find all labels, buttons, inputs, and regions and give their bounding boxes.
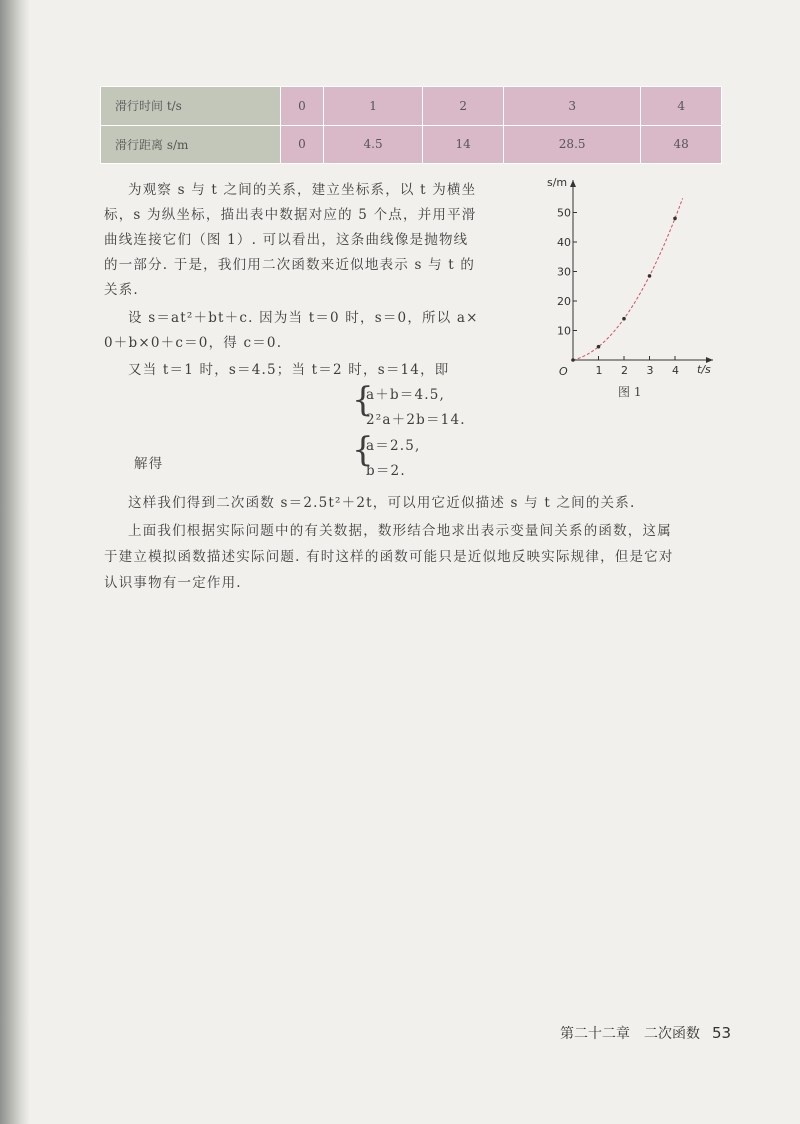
table-cell: 4 <box>641 87 722 126</box>
x-axis-label: t/s <box>697 363 711 376</box>
table-cell: 3 <box>504 87 641 126</box>
table-cell: 0 <box>281 87 324 126</box>
x-tick-label: 1 <box>595 364 603 377</box>
text-line: 0＋b×0＋c＝0，得 c＝0. <box>104 335 283 351</box>
x-tick-label: 2 <box>621 364 628 377</box>
origin-label: O <box>559 365 568 378</box>
data-point <box>622 317 626 321</box>
table-cell: 1 <box>323 87 423 126</box>
table-cell: 0 <box>281 125 324 164</box>
text-line: 上面我们根据实际问题中的有关数据，数形结合地求出表示变量间关系的函数，这属 <box>128 523 672 539</box>
text-line: 设 s＝at²＋bt＋c. 因为当 t＝0 时，s＝0，所以 a× <box>128 310 479 326</box>
parabola-graph <box>545 170 720 380</box>
text-line: 的一部分. 于是，我们用二次函数来近似地表示 s 与 t 的 <box>104 257 476 273</box>
x-tick-label: 4 <box>672 364 679 377</box>
text-line: 于建立模拟函数描述实际问题. 有时这样的函数可能只是近似地反映实际规律，但是它对 <box>104 549 674 565</box>
left-brace: { <box>352 430 374 470</box>
text-line: 又当 t＝1 时，s＝4.5；当 t＝2 时，s＝14，即 <box>128 362 450 378</box>
data-point <box>673 217 677 221</box>
equation-line: 2²a＋2b＝14. <box>366 412 466 428</box>
equation-line: a＝2.5, <box>366 438 421 454</box>
y-tick-label: 40 <box>557 236 571 249</box>
text-line: 曲线连接它们（图 1）. 可以看出，这条曲线像是抛物线 <box>104 232 469 248</box>
row-label-distance: 滑行距离 s/m <box>101 125 281 164</box>
data-point <box>571 358 575 362</box>
page-number: 53 <box>712 1024 732 1042</box>
data-point <box>648 274 652 278</box>
y-tick-label: 30 <box>557 265 571 279</box>
table-row <box>101 87 722 126</box>
page-footer <box>560 1023 731 1043</box>
chapter-title: 第二十二章 二次函数 <box>560 1026 700 1042</box>
row-label-time: 滑行时间 t/s <box>101 87 281 126</box>
y-tick-label: 20 <box>557 295 571 308</box>
y-tick-label: 50 <box>557 206 571 220</box>
x-tick-label: 3 <box>646 364 654 377</box>
table-cell: 28.5 <box>504 125 641 164</box>
data-point <box>597 345 601 349</box>
text-line: 认识事物有一定作用. <box>104 575 242 591</box>
fitted-curve <box>573 198 683 360</box>
text-line: 为观察 s 与 t 之间的关系，建立坐标系，以 t 为横坐 <box>128 182 477 198</box>
y-axis-label: s/m <box>547 176 568 189</box>
figure-caption: 图 1 <box>618 385 642 399</box>
y-axis-arrow <box>570 180 576 187</box>
table-row <box>101 125 722 164</box>
table-cell: 2 <box>423 87 504 126</box>
data-table <box>100 86 722 164</box>
equation-line: a＋b＝4.5, <box>366 387 446 403</box>
table-cell: 48 <box>641 125 722 164</box>
equation-line: b＝2. <box>366 463 406 479</box>
y-tick-label: 10 <box>557 324 571 338</box>
left-brace: { <box>352 380 374 420</box>
text-line: 这样我们得到二次函数 s＝2.5t²＋2t，可以用它近似描述 s 与 t 之间的关系. <box>128 495 636 511</box>
table-cell: 4.5 <box>323 125 423 164</box>
text-line: 关系. <box>104 282 139 298</box>
table-cell: 14 <box>423 125 504 164</box>
solve-label: 解得 <box>134 456 164 472</box>
text-line: 标，s 为纵坐标，描出表中数据对应的 5 个点，并用平滑 <box>104 207 477 223</box>
book-spine-shadow <box>0 0 30 1124</box>
